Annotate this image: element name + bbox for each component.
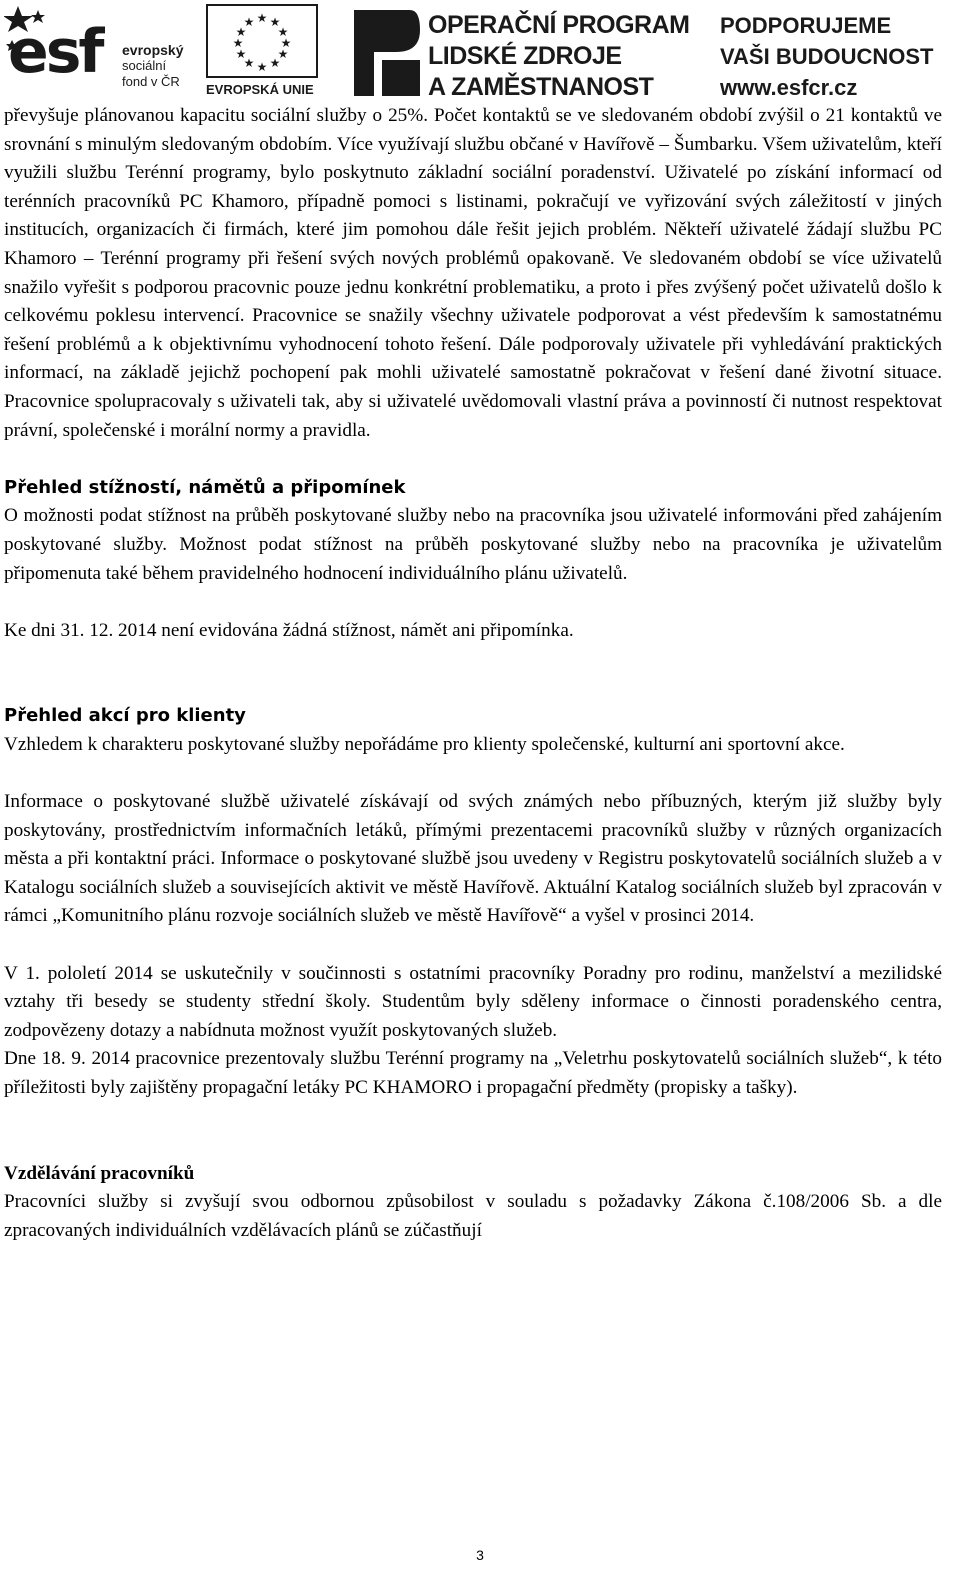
- header-slogan: PODPORUJEME VAŠI BUDOUCNOST www.esfcr.cz: [720, 10, 934, 103]
- eu-logo: [206, 4, 324, 98]
- esf-wordmark: esf: [8, 17, 102, 87]
- complaints-heading: Přehled stížností, námětů a připomínek: [4, 476, 406, 498]
- svg-text:★: ★: [269, 15, 281, 29]
- svg-text:★: ★: [256, 60, 268, 74]
- half-year-paragraph: V 1. pololetí 2014 se uskutečnily v součinnosti s ostatními pracovníky Poradny pro rodinu, manželství a mezilidské vztahy tři besedy se studenty střední školy. Studentům byly sděleny informace o činnosti poradenského centra, zodpovězeny dotazy a nabídnuta možnost využít poskytovaných služeb.: [4, 962, 942, 1041]
- page-number: 3: [476, 1547, 484, 1563]
- complaints-paragraph: O možnosti podat stížnost na průběh poskytované služby nebo na pracovníka jsou uživatelé informováni před zahájením poskytované služby. Možnost podat stížnost na průběh poskytované služby nebo na pracovníka je uživatelům připomenuta také během pravidelného hodnocení individuálního plánu uživatelů.: [4, 505, 942, 584]
- eu-flag-icon: [206, 4, 318, 78]
- esf-caption: evropský sociální fond v ČR: [122, 42, 184, 89]
- svg-text:★: ★: [280, 36, 292, 50]
- education-paragraph: Pracovníci služby si zvyšují svou odbornou způsobilost v souladu s požadavky Zákona č.108/2006 Sb. a dle zpracovaných individuálních vzdělávacích plánů se zúčastňují: [4, 1191, 942, 1241]
- events-paragraph: Vzhledem k charakteru poskytované služby nepořádáme pro klienty společenské, kulturní ani sportovní akce.: [4, 733, 845, 755]
- fair-paragraph: Dne 18. 9. 2014 pracovnice prezentovaly službu Terénní programy na „Veletrhu poskytovatelů sociálních služeb“, k této příležitosti byly zajištěny propagační letáky PC KHAMORO i propagační předměty (propisky a tašky).: [4, 1048, 942, 1098]
- esf-logo: [4, 4, 194, 98]
- svg-text:★: ★: [243, 15, 255, 29]
- op-program-mark-icon: [352, 8, 422, 98]
- events-heading: Přehled akcí pro klienty: [4, 705, 246, 727]
- svg-text:★: ★: [277, 47, 289, 61]
- website-link[interactable]: www.esfcr.cz: [720, 75, 858, 100]
- page-header: [0, 0, 960, 102]
- svg-text:★: ★: [243, 56, 255, 70]
- complaints-status: Ke dni 31. 12. 2014 není evidována žádná stížnost, námět ani připomínka.: [4, 619, 574, 641]
- op-program-name: OPERAČNÍ PROGRAM LIDSKÉ ZDROJE A ZAMĚSTNANOST: [428, 11, 690, 101]
- intro-paragraph: převyšuje plánovanou kapacitu sociální služby o 25%. Počet kontaktů se ve sledovaném období zvýšil o 21 kontaktů ve srovnání s minulým sledovaným obdobím. Více využívají službu občané v Havířově – Šumbarku. Všem uživatelům, kteří využili službu Terénní programy, bylo poskytnuto základní sociální poradenství. Uživatelé po získání informací od terénních pracovníků PC Khamoro, případně pomoci s listinami, pokračují ve vyřizování svých záležitostí v jiných institucích, organizacích či firmách, které jim pomohou dále řešit jejich problém. Někteří uživatelé žádají službu PC Khamoro – Terénní programy při řešení svých nových problémů opakovaně. Ve sledovaném období se více uživatelů snažilo vyřešit s podporou pracovnic pouze jednu konkrétní problematiku, a proto i přes zvýšený počet uživatelů došlo k celkovému poklesu intervencí. Pracovnice se snažily všechny uživatele podporovat a vést především k samostatnému řešení problémů a k objektivnímu vyhodnocení tohoto řešení. Dále podporovaly uživatele při vyhledávání praktických informací, na základě jejichž pochopení pak mohli uživatelé samostatně pokračovat v řešení dané životní situace. Pracovnice spolupracovaly s uživateli tak, aby si uživatelé uvědomovali vlastní práva a povinností či nutnost respektovat právní, společenské i morální normy a pravidla.: [4, 105, 942, 441]
- document-body: [4, 102, 942, 1245]
- svg-text:★: ★: [235, 47, 247, 61]
- op-program-logo: [352, 4, 712, 101]
- svg-text:★: ★: [277, 25, 289, 39]
- svg-text:★: ★: [256, 11, 268, 25]
- svg-text:★: ★: [232, 36, 244, 50]
- svg-text:★: ★: [269, 56, 281, 70]
- education-heading: Vzdělávání pracovníků: [4, 1162, 195, 1184]
- svg-text:★: ★: [235, 25, 247, 39]
- info-paragraph: Informace o poskytované službě uživatelé získávají od svých známých nebo příbuzných, kterým již služby byly poskytovány, prostřednictvím informačních letáků, přímými prezentacemi pracovníků služby v různých organizacích města a při kontaktní práci. Informace o poskytované službě jsou uvedeny v Registru poskytovatelů sociálních služeb a v Katalogu sociálních služeb a souvisejících aktivit ve městě Havířově. Aktuální Katalog sociálních služeb byl zpracován v rámci „Komunitního plánu rozvoje sociálních služeb ve městě Havířově“ a vyšel v prosinci 2014.: [4, 791, 942, 927]
- eu-caption: EVROPSKÁ UNIE: [206, 82, 314, 97]
